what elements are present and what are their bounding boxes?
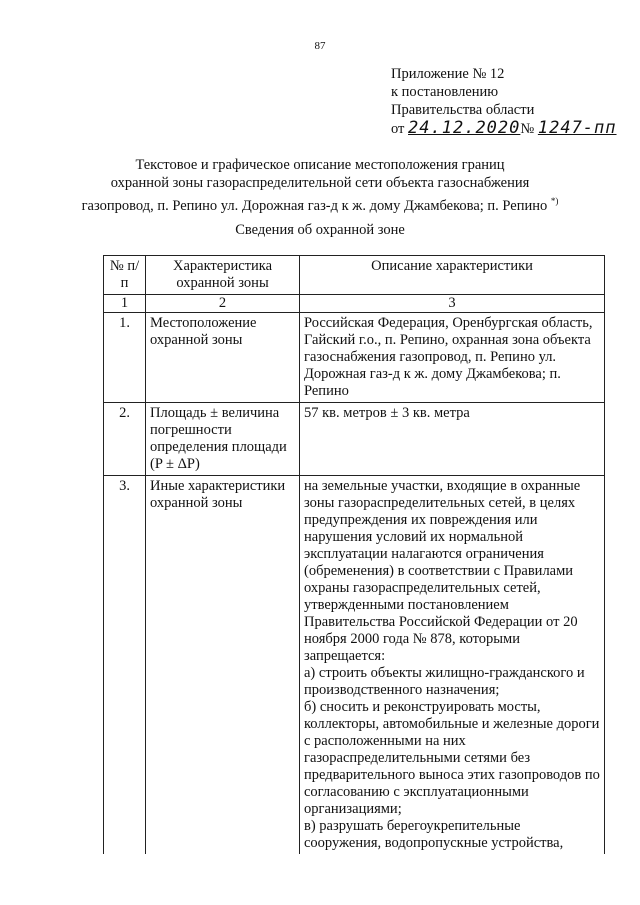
appendix-line-3: Правительства области xyxy=(391,102,535,118)
header-description: Описание характеристики xyxy=(300,256,605,295)
table-row xyxy=(104,403,605,476)
table-row xyxy=(104,476,605,855)
row-characteristic: Местоположение охранной зоны xyxy=(146,313,300,403)
row-characteristic: Иные характеристики охранной зоны xyxy=(146,476,300,855)
appendix-line-2: к постановлению xyxy=(391,84,499,100)
row-description: 57 кв. метров ± 3 кв. метра xyxy=(300,403,605,476)
page-number: 87 xyxy=(314,40,326,52)
appendix-block xyxy=(391,65,617,138)
col-num-1: 1 xyxy=(104,295,146,313)
description-paragraph: на земельные участки, входящие в охранные зоны газораспределительных сетей, в целях предупреждения их повреждения или нарушения условий их нормальной эксплуатации налагаются ограничения (обременения) в соответствии с Правилами охраны газораспределительных сетей, утвержденными постановлением Правительства Российской Федерации от 20 ноября 2000 года № 878, которыми запрещается: xyxy=(304,478,581,664)
description-item-c: в) разрушать берегоукрепительные сооружения, водопропускные устройства, xyxy=(304,818,564,851)
row-description: Российская Федерация, Оренбургская область, Гайский г.о., п. Репино, охранная зона объекта газоснабжения газопровод, п. Репино ул. Дорожная газ-д к ж. дому Джамбекова; п. Репино xyxy=(300,313,605,403)
row-number: 2. xyxy=(104,403,146,476)
table-row xyxy=(104,313,605,403)
handwritten-date: 24.12.2020 xyxy=(408,118,521,138)
row-number: 3. xyxy=(104,476,146,855)
number-sign: № xyxy=(520,121,535,137)
row-number: 1. xyxy=(104,313,146,403)
title-line-2: охранной зоны газораспределительной сети объекта газоснабжения xyxy=(110,175,530,191)
column-number-row xyxy=(104,295,605,313)
zone-info-table xyxy=(103,255,605,854)
handwritten-number: 1247-пп xyxy=(537,118,617,138)
header-number: № п/п xyxy=(104,256,146,295)
title-line-3 xyxy=(60,192,580,215)
appendix-line-1: Приложение № 12 xyxy=(391,66,505,82)
document-title xyxy=(60,156,580,215)
from-label: от xyxy=(391,121,405,137)
table-header-row xyxy=(104,256,605,295)
description-item-b: б) сносить и реконструировать мосты, коллекторы, автомобильные и железные дороги с расположенными на них газораспределительными сетями без предварительного выноса этих газопроводов по согласованию с эксплуатационными организациями; xyxy=(304,699,600,817)
description-item-a: а) строить объекты жилищно-гражданского и производственного назначения; xyxy=(304,665,585,698)
section-subtitle: Сведения об охранной зоне xyxy=(235,222,405,238)
title-line-3-text: газопровод, п. Репино ул. Дорожная газ-д к ж. дому Джамбекова; п. Репино xyxy=(81,197,548,214)
footnote-mark: *) xyxy=(550,196,559,206)
row-characteristic: Площадь ± величина погрешности определения площади (P ± ΔP) xyxy=(146,403,300,476)
header-characteristic: Характеристика охранной зоны xyxy=(146,256,300,295)
col-num-3: 3 xyxy=(300,295,605,313)
row-description xyxy=(300,476,605,855)
title-line-1: Текстовое и графическое описание местоположения границ xyxy=(135,157,505,173)
appendix-date-line xyxy=(391,119,617,138)
col-num-2: 2 xyxy=(146,295,300,313)
